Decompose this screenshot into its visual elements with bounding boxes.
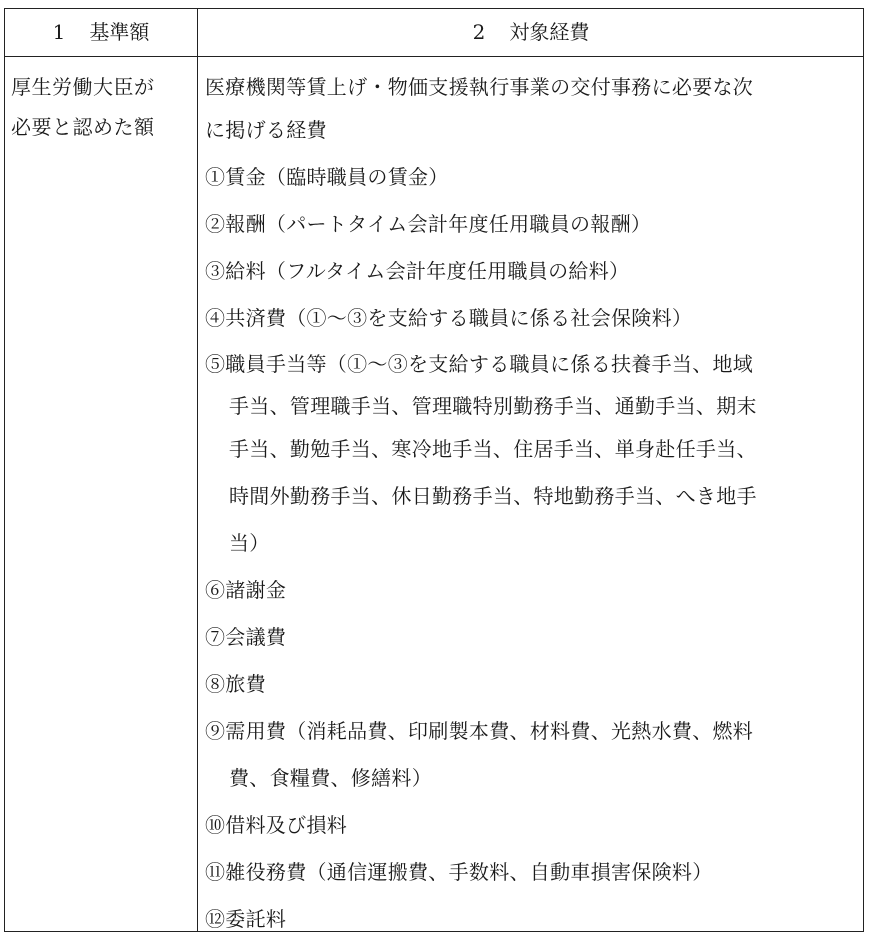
expense-item-2: ②報酬（パートタイム会計年度任用職員の報酬） xyxy=(205,212,652,236)
expense-item-1: ①賃金（臨時職員の賃金） xyxy=(205,165,449,189)
header-target-expenses-label: 対象経費 xyxy=(509,20,590,44)
target-expenses-cell xyxy=(205,67,861,943)
base-amount-line-2: 必要と認めた額 xyxy=(11,115,155,139)
base-amount-cell xyxy=(11,67,195,147)
expense-item-5-line-4: 時間外勤務手当、休日勤務手当、特地勤務手当、へき地手 xyxy=(229,484,757,508)
expense-item-5-line-1: ⑤職員手当等（①～③を支給する職員に係る扶養手当、地域 xyxy=(205,352,754,376)
expense-item-4: ④共済費（①～③を支給する職員に係る社会保険料） xyxy=(205,306,693,330)
column-divider xyxy=(197,9,198,931)
expense-table xyxy=(4,8,864,932)
expense-item-12: ⑫委託料 xyxy=(205,907,287,931)
header-target-expenses xyxy=(199,9,863,55)
header-base-amount-label: 基準額 xyxy=(89,20,150,44)
expense-item-8: ⑧旅費 xyxy=(205,672,266,696)
expense-item-5-line-3: 手当、勤勉手当、寒冷地手当、住居手当、単身赴任手当、 xyxy=(229,437,757,461)
header-base-amount xyxy=(5,9,197,55)
expense-item-9-line-1: ⑨需用費（消耗品費、印刷製本費、材料費、光熱水費、燃料 xyxy=(205,719,754,743)
expense-item-3: ③給料（フルタイム会計年度任用職員の給料） xyxy=(205,259,630,283)
expenses-intro-line-1: 医療機関等賃上げ・物価支援執行事業の交付事務に必要な次 xyxy=(205,75,754,99)
expense-item-11: ⑪雑役務費（通信運搬費、手数料、自動車損害保険料） xyxy=(205,860,713,884)
table-header-row xyxy=(5,9,863,57)
expenses-intro-line-2: に掲げる経費 xyxy=(205,118,327,142)
expense-item-7: ⑦会議費 xyxy=(205,625,287,649)
header-base-amount-number: 1 xyxy=(52,20,66,44)
expense-item-10: ⑩借料及び損料 xyxy=(205,813,348,837)
expense-item-5-line-5: 当） xyxy=(229,531,270,555)
header-target-expenses-number: 2 xyxy=(472,20,486,44)
base-amount-line-1: 厚生労働大臣が xyxy=(11,75,155,99)
expense-item-9-line-2: 費、食糧費、修繕料） xyxy=(229,766,432,790)
expense-item-6: ⑥諸謝金 xyxy=(205,578,287,602)
expense-item-5-line-2: 手当、管理職手当、管理職特別勤務手当、通勤手当、期末 xyxy=(229,394,757,418)
